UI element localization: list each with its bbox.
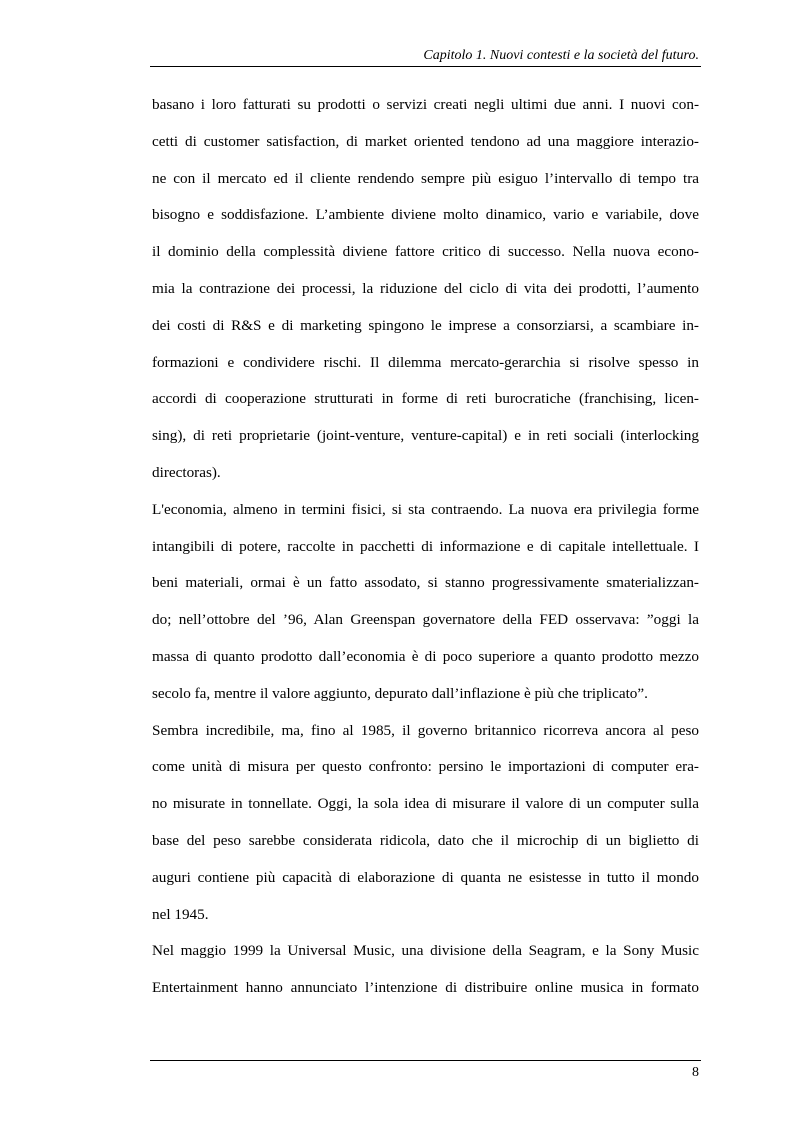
text-line: basano i loro fatturati su prodotti o servizi creati negli ultimi due anni. I nuovi con- xyxy=(152,96,699,113)
text-line: do; nell’ottobre del ’96, Alan Greenspan governatore della FED osservava: ”oggi la xyxy=(152,611,699,629)
text-line: dei costi di R&S e di marketing spingono le imprese a consorziarsi, a scambiare in- xyxy=(152,316,699,334)
text-line: sing), di reti proprietarie (joint-venture, venture-capital) e in reti sociali (interlocking xyxy=(152,427,699,445)
text-line: intangibili di potere, raccolte in pacchetti di informazione e di capitale intellettuale. I xyxy=(152,537,699,555)
body-text xyxy=(152,87,699,1007)
text-line: base del peso sarebbe considerata ridicola, dato che il microchip di un biglietto di xyxy=(152,831,699,849)
paragraph xyxy=(152,87,699,492)
text-line: mia la contrazione dei processi, la riduzione del ciclo di vita dei prodotti, l’aumento xyxy=(152,279,699,297)
page-number: 8 xyxy=(692,1065,699,1080)
text-line: il dominio della complessità diviene fattore critico di successo. Nella nuova econo- xyxy=(152,243,699,261)
text-line: bisogno e soddisfazione. L’ambiente diviene molto dinamico, vario e variabile, dove xyxy=(152,206,699,224)
text-line: directoras). xyxy=(152,463,221,481)
running-header: Capitolo 1. Nuovi contesti e la società del futuro. xyxy=(423,48,699,63)
text-line: no misurate in tonnellate. Oggi, la sola idea di misurare il valore di un computer sulla xyxy=(152,795,699,813)
text-line: Sembra incredibile, ma, fino al 1985, il governo britannico ricorreva ancora al peso xyxy=(152,721,699,739)
header-rule xyxy=(150,66,701,67)
text-line: ne con il mercato ed il cliente rendendo sempre più esiguo l’intervallo di tempo tra xyxy=(152,169,699,187)
paragraph xyxy=(152,933,699,1007)
text-line: secolo fa, mentre il valore aggiunto, depurato dall’inflazione è più che triplicato”. xyxy=(152,684,648,702)
text-line: come unità di misura per questo confronto: persino le importazioni di computer era- xyxy=(152,758,699,776)
text-line: accordi di cooperazione strutturati in forme di reti burocratiche (franchising, licen- xyxy=(152,390,699,408)
text-line: nel 1945. xyxy=(152,905,209,923)
paragraph xyxy=(152,713,699,934)
text-line: cetti di customer satisfaction, di market oriented tendono ad una maggiore interazio- xyxy=(152,132,699,150)
paragraph xyxy=(152,492,699,713)
text-line: auguri contiene più capacità di elaborazione di quanta ne esistesse in tutto il mondo xyxy=(152,868,699,886)
text-line: Nel maggio 1999 la Universal Music, una divisione della Seagram, e la Sony Music xyxy=(152,942,699,960)
text-line: massa di quanto prodotto dall’economia è di poco superiore a quanto prodotto mezzo xyxy=(152,647,699,665)
footer-rule xyxy=(150,1060,701,1061)
text-line: L'economia, almeno in termini fisici, si sta contraendo. La nuova era privilegia forme xyxy=(152,500,699,518)
text-line: Entertainment hanno annunciato l’intenzione di distribuire online musica in formato xyxy=(152,979,699,997)
text-line: formazioni e condividere rischi. Il dilemma mercato-gerarchia si risolve spesso in xyxy=(152,353,699,371)
text-line: beni materiali, ormai è un fatto assodato, si stanno progressivamente smaterializzan- xyxy=(152,574,699,592)
